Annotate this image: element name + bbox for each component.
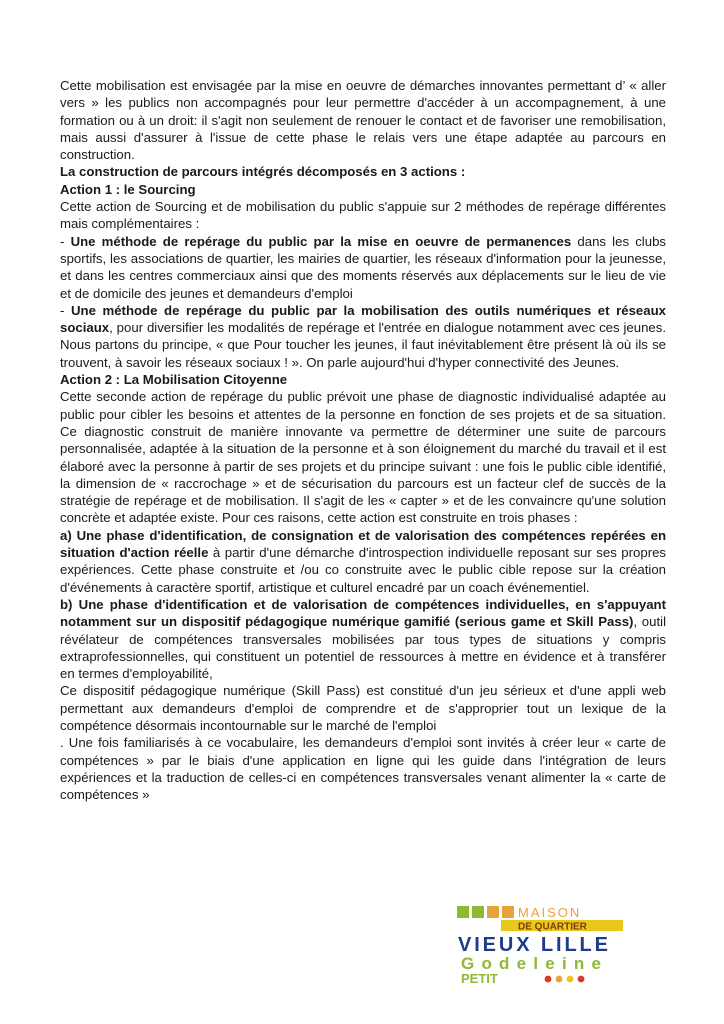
document-body: [60, 77, 666, 803]
method2-title: Une méthode de repérage du public par la mobilisation des outils numériques et réseaux sociaux: [60, 302, 666, 336]
phase-a-paragraph: [60, 527, 666, 596]
method1-text: dans les clubs sportifs, les associations de quartier, les mairies de quartier, les réseaux d'information pour la jeunesse, et dans les centres commerciaux ainsi que des moments réservés aux déplacements sur le lieu de vie et de domicile des jeunes et demandeurs d'emploi: [60, 233, 667, 301]
maison-de-quartier-logo: [455, 903, 625, 985]
logo-square-green: [457, 906, 469, 918]
phase-b-paragraph: [60, 596, 666, 682]
logo-petit: PETIT: [461, 971, 498, 985]
logo-dot-red-2: [578, 976, 585, 983]
action1-heading: Action 1 : le Sourcing: [60, 181, 196, 197]
logo-vieux-lille: VIEUX LILLE: [458, 934, 608, 956]
method1-title: Une méthode de repérage du public par la mise en oeuvre de permanences: [70, 233, 572, 249]
construction-heading: La construction de parcours intégrés décomposés en 3 actions :: [60, 164, 466, 180]
method1-prefix: -: [60, 233, 71, 249]
logo-maison: MAISON: [518, 905, 582, 920]
method1-paragraph: [60, 233, 666, 302]
method2-text: , pour diversifier les modalités de repérage et l'entrée en dialogue notamment avec ces jeunes. Nous partons du principe, « que Pour toucher les jeunes, il faut inévitablement être présent là où ils se trouvent, à savoir les réseaux sociaux ! ». On parle aujourd'hui d'hyper connectivité des Jeunes.: [60, 320, 666, 370]
familiarises-paragraph: . Une fois familiarisés à ce vocabulaire, les demandeurs d'emploi sont invités à créer leur « carte de compétences » par le biais d'une application en ligne qui les guide dans l'intégration de leurs expériences et la traduction de celles-ci en compétences transversales venant alimenter la « carte de compétences »: [60, 735, 666, 803]
phase-a-title: a) Une phase d'identification, de consignation et de valorisation des compétences repérées en situation d'action réelle: [60, 527, 666, 561]
logo-square-orange: [487, 906, 499, 918]
phase-b-text: , outil révélateur de compétences transversales mobilisées par tous types de situations y compris extraprofessionnelles, qui constituent un potentiel de ressources à mettre en évidence et à transférer en termes d'employabilité,: [60, 614, 666, 682]
method2-prefix: -: [60, 302, 71, 318]
logo-de-quartier: DE QUARTIER: [518, 921, 587, 933]
dispositif-paragraph: Ce dispositif pédagogique numérique (Skill Pass) est constitué d'un jeu sérieux et d'une appli web permettant aux demandeurs d'emploi de comprendre et de s'approprier tout un lexique de la compétence désormais incontournable sur le marché de l'emploi: [60, 683, 666, 733]
action2-heading: Action 2 : La Mobilisation Citoyenne: [60, 372, 288, 388]
logo-godeleine: Godeleine: [461, 954, 601, 973]
logo-dot-orange: [556, 976, 563, 983]
action2-paragraph: Cette seconde action de repérage du public prévoit une phase de diagnostic individualisé adaptée au public pour cibler les besoins et attentes de la personne en fonction de ses projets et de sa situation. Ce diagnostic construit de manière innovante va permettre de déterminer une suite de parcours personnalisée, adaptée à la situation de la personne et à son éloignement du marché du travail et il est élaboré avec la personne à partir de ses projets et du principe suivant : une fois le public cible identifié, la dimension de « raccrochage » et de sécurisation du parcours est un facteur clef de succès de la stratégie de repérage et de mobilisation. Il s'agit de les « capter » et de les convaincre qu'une solution concrète et adaptée existe. Pour ces raisons, cette action est construite en trois phases :: [60, 389, 666, 526]
logo-dot-yellow: [567, 976, 574, 983]
logo-square-orange-2: [502, 906, 514, 918]
logo-square-green-2: [472, 906, 484, 918]
method2-paragraph: [60, 302, 666, 371]
intro-paragraph: Cette mobilisation est envisagée par la mise en oeuvre de démarches innovantes permettant d’ « aller vers » les publics non accompagnés pour leur permettre d'accéder à un accompagnement, à une formation ou à un droit: il s'agit non seulement de renouer le contact et de favoriser une remobilisation, mais aussi d'assurer à l'issue de cette phase le relais vers une étape adaptée au parcours en construction.: [60, 78, 666, 163]
logo-dot-red: [545, 976, 552, 983]
action1-paragraph: Cette action de Sourcing et de mobilisation du public s'appuie sur 2 méthodes de repérage différentes mais complémentaires :: [60, 199, 666, 232]
phase-b-title: b) Une phase d'identification et de valorisation de compétences individuelles, en s'appuyant notamment sur un dispositif pédagogique numérique gamifié (serious game et Skill Pass): [60, 596, 666, 630]
phase-a-text: à partir d'une démarche d'introspection individuelle reposant sur ses propres expériences. Cette phase construite et /ou co construite avec le public cible repose sur la création d'événements à caractère sportif, artistique et culturel encadré par un coach événementiel.: [60, 545, 667, 595]
